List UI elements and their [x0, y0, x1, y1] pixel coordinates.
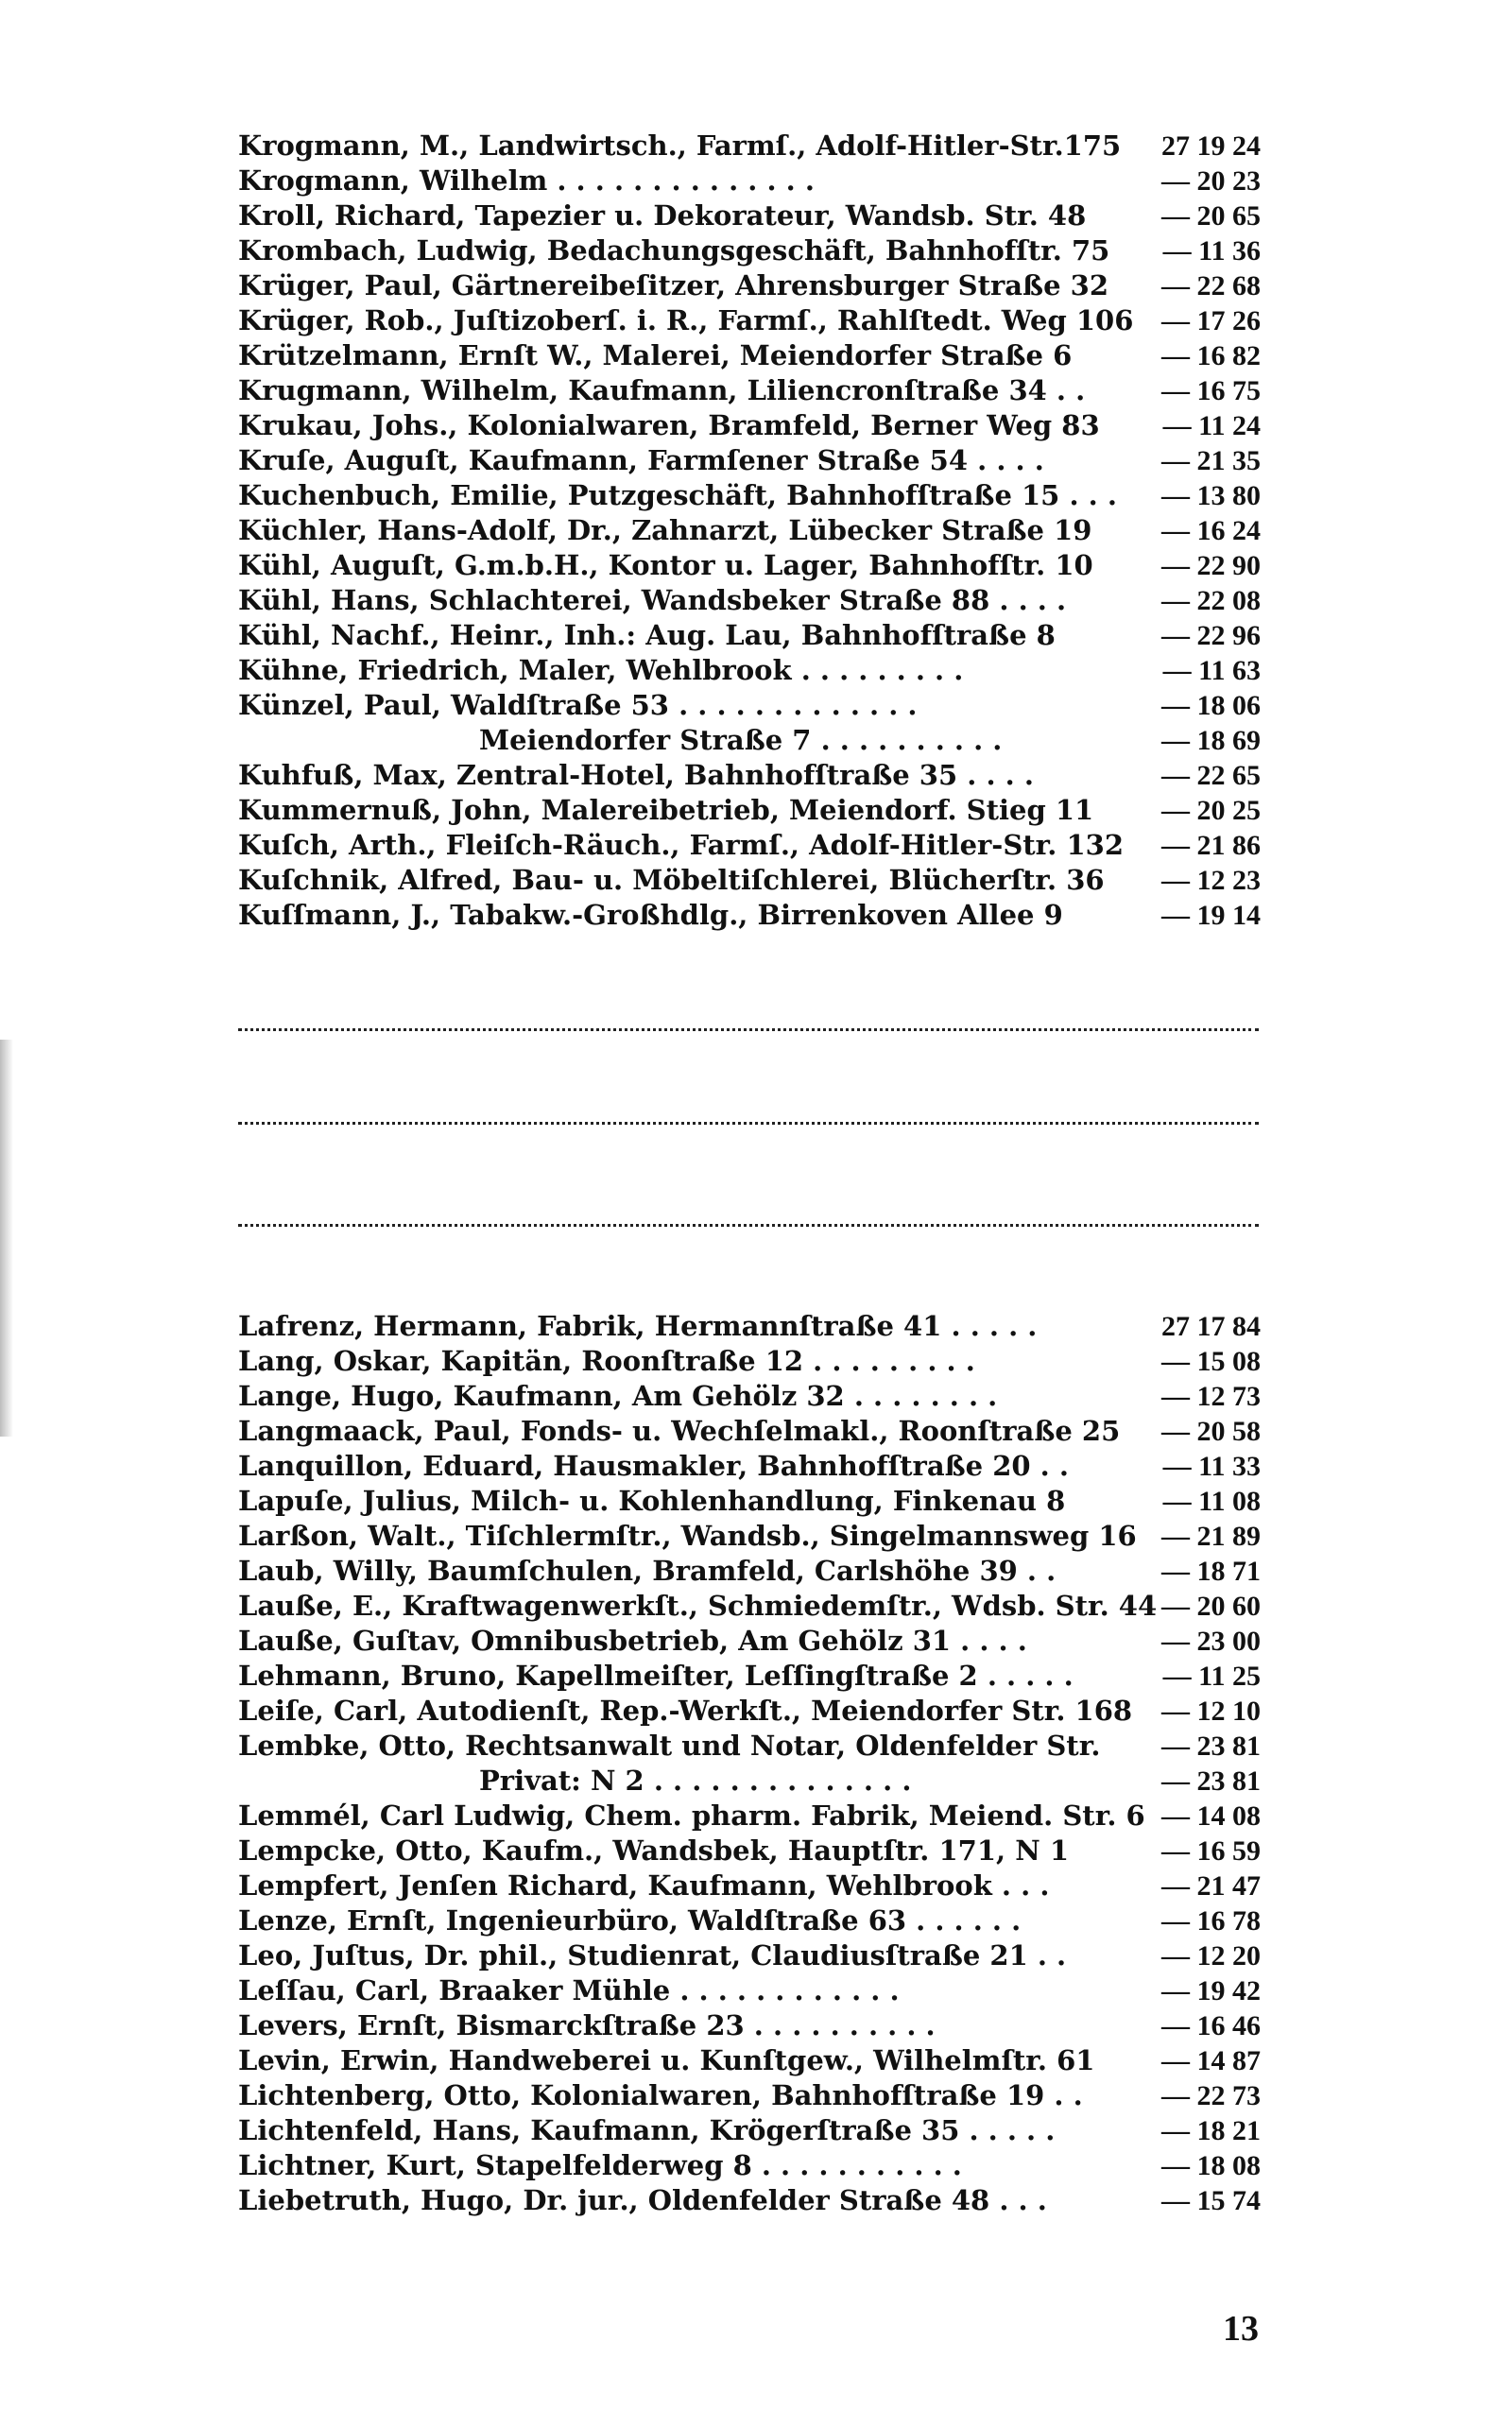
entry-text: Levin, Erwin, Handweberei u. Kunſtgew., Wilhelmſtr. 61 [238, 2044, 1095, 2076]
entry-phone-number: — 16 59 [1161, 1835, 1261, 1867]
dotted-separator-line [238, 1122, 1259, 1125]
directory-entry [238, 548, 1261, 583]
directory-entry [238, 1764, 1261, 1799]
entry-phone-number: — 11 36 [1162, 235, 1261, 267]
directory-entry [238, 198, 1261, 233]
entry-text: Lang, Oskar, Kapitän, Roonſtraße 12 . . . . . . . . . [238, 1345, 975, 1377]
entry-phone-number: — 20 23 [1161, 165, 1261, 197]
entry-text: Kuſch, Arth., Fleiſch-Räuch., Farmſ., Adolf-Hitler-Str. 132 [238, 829, 1125, 861]
directory-entry [238, 1799, 1261, 1834]
entry-phone-number: — 22 08 [1161, 585, 1261, 616]
directory-entry [238, 338, 1261, 373]
directory-block-l [238, 1309, 1261, 2218]
directory-entry [238, 1659, 1261, 1694]
entry-text: Kummernuß, John, Malereibetrieb, Meiendorf. Stieg 11 [238, 794, 1094, 826]
directory-entry [238, 618, 1261, 653]
entry-phone-number: — 21 86 [1161, 830, 1261, 861]
entry-text: Lapuſe, Julius, Milch- u. Kohlenhandlung, Finkenau 8 [238, 1485, 1066, 1517]
page-number: 13 [1223, 2309, 1259, 2349]
directory-entry [238, 688, 1261, 723]
directory-entry [238, 653, 1261, 688]
entry-phone-number: — 20 60 [1161, 1591, 1261, 1622]
entry-text: Levers, Ernſt, Bismarckſtraße 23 . . . . . . . . . . [238, 2009, 936, 2041]
entry-phone-number: — 16 46 [1161, 2010, 1261, 2041]
entry-text: Lanquillon, Eduard, Hausmakler, Bahnhofſtraße 20 . . [238, 1450, 1069, 1482]
entry-text: Lichtenberg, Otto, Kolonialwaren, Bahnhofſtraße 19 . . [238, 2079, 1083, 2111]
entry-phone-number: — 23 81 [1161, 1765, 1261, 1797]
entry-phone-number: — 22 68 [1161, 270, 1261, 301]
entry-phone-number: — 11 25 [1162, 1661, 1261, 1692]
directory-entry [238, 1694, 1261, 1729]
entry-text: Kühne, Friedrich, Maler, Wehlbrook . . . . . . . . . [238, 654, 964, 686]
entry-phone-number: — 14 08 [1161, 1800, 1261, 1832]
entry-phone-number: — 22 90 [1161, 550, 1261, 581]
directory-entry [238, 1729, 1261, 1764]
entry-text: Krüger, Rob., Juſtizoberſ. i. R., Farmſ., Rahlſtedt. Weg 106 [238, 304, 1134, 336]
directory-entry [238, 129, 1261, 164]
entry-text: Lembke, Otto, Rechtsanwalt und Notar, Oldenfelder Str. [238, 1730, 1101, 1762]
entry-phone-number: — 18 71 [1161, 1556, 1261, 1587]
entry-text: Leiſe, Carl, Autodienſt, Rep.-Werkſt., Meiendorfer Str. 168 [238, 1695, 1133, 1727]
directory-entry [238, 478, 1261, 513]
entry-text: Kühl, Nachf., Heinr., Inh.: Aug. Lau, Bahnhofſtraße 8 [238, 619, 1056, 651]
directory-entry [238, 1589, 1261, 1624]
entry-text: Krugmann, Wilhelm, Kaufmann, Liliencronſtraße 34 . . [238, 374, 1086, 406]
entry-phone-number: — 18 08 [1161, 2150, 1261, 2181]
entry-phone-number: — 16 82 [1161, 340, 1261, 371]
entry-phone-number: — 16 24 [1161, 515, 1261, 546]
entry-phone-number: — 19 14 [1161, 900, 1261, 931]
entry-phone-number: — 18 69 [1161, 725, 1261, 756]
directory-entry [238, 513, 1261, 548]
directory-entry [238, 373, 1261, 408]
dotted-separator-line [238, 1028, 1259, 1031]
entry-phone-number: — 12 73 [1161, 1381, 1261, 1412]
entry-text: Lemmél, Carl Ludwig, Chem. pharm. Fabrik, Meiend. Str. 6 [238, 1800, 1145, 1832]
entry-phone-number: 27 17 84 [1161, 1311, 1261, 1342]
entry-text: Privat: N 2 . . . . . . . . . . . . . . [479, 1765, 912, 1797]
directory-entry [238, 758, 1261, 793]
entry-phone-number: — 21 89 [1161, 1521, 1261, 1552]
entry-text: Leſſau, Carl, Braaker Mühle . . . . . . . . . . . . [238, 1974, 900, 2006]
directory-entry [238, 583, 1261, 618]
directory-entry [238, 1309, 1261, 1344]
entry-text: Kühl, Hans, Schlachterei, Wandsbeker Straße 88 . . . . [238, 584, 1067, 616]
directory-entry [238, 1938, 1261, 1973]
entry-text: Krogmann, Wilhelm . . . . . . . . . . . . . . [238, 164, 815, 197]
entry-text: Kroll, Richard, Tapezier u. Dekorateur, Wandsb. Str. 48 [238, 199, 1087, 232]
entry-text: Lauße, E., Kraftwagenwerkſt., Schmiedemſtr., Wdsb. Str. 44 [238, 1590, 1158, 1622]
directory-entry [238, 863, 1261, 898]
entry-phone-number: — 11 33 [1162, 1451, 1261, 1482]
entry-phone-number: — 15 74 [1161, 2185, 1261, 2216]
entry-text: Künzel, Paul, Waldſtraße 53 . . . . . . . . . . . . . [238, 689, 918, 721]
directory-entry [238, 2043, 1261, 2078]
directory-entry [238, 303, 1261, 338]
entry-phone-number: — 20 65 [1161, 200, 1261, 232]
entry-text: Lauße, Guſtav, Omnibusbetrieb, Am Gehölz 31 . . . . [238, 1625, 1027, 1657]
entry-text: Lempfert, Jenſen Richard, Kaufmann, Wehlbrook . . . [238, 1869, 1050, 1902]
entry-phone-number: — 13 80 [1161, 480, 1261, 511]
directory-entry [238, 2183, 1261, 2218]
entry-phone-number: — 16 75 [1161, 375, 1261, 406]
entry-phone-number: — 23 81 [1161, 1731, 1261, 1762]
entry-phone-number: — 12 10 [1161, 1696, 1261, 1727]
directory-entry [238, 268, 1261, 303]
directory-entry [238, 1519, 1261, 1554]
entry-text: Lichtner, Kurt, Stapelfelderweg 8 . . . . . . . . . . . [238, 2149, 962, 2181]
entry-phone-number: — 11 24 [1162, 410, 1261, 441]
directory-entry [238, 1414, 1261, 1449]
directory-entry [238, 1903, 1261, 1938]
directory-entry [238, 233, 1261, 268]
dotted-separator-line [238, 1224, 1259, 1227]
entry-text: Krützelmann, Ernſt W., Malerei, Meiendorfer Straße 6 [238, 339, 1073, 371]
directory-entry [238, 1379, 1261, 1414]
entry-phone-number: — 16 78 [1161, 1905, 1261, 1937]
entry-text: Krüger, Paul, Gärtnereibeſitzer, Ahrensburger Straße 32 [238, 269, 1108, 301]
entry-text: Kuſſmann, J., Tabakw.-Großhdlg., Birrenkoven Allee 9 [238, 899, 1063, 931]
entry-text: Laub, Willy, Baumſchulen, Bramfeld, Carlshöhe 39 . . [238, 1555, 1057, 1587]
directory-block-k [238, 129, 1261, 933]
directory-entry [238, 2078, 1261, 2113]
directory-entry [238, 1344, 1261, 1379]
page-edge-shadow [0, 1040, 13, 1437]
entry-text: Larßon, Walt., Tiſchlermſtr., Wandsb., Singelmannsweg 16 [238, 1520, 1137, 1552]
entry-phone-number: — 12 20 [1161, 1940, 1261, 1972]
entry-phone-number: — 20 25 [1161, 795, 1261, 826]
entry-phone-number: — 15 08 [1161, 1346, 1261, 1377]
directory-entry [238, 1484, 1261, 1519]
directory-entry [238, 1973, 1261, 2008]
entry-phone-number: — 18 21 [1161, 2115, 1261, 2146]
directory-entry [238, 1624, 1261, 1659]
entry-text: Krogmann, M., Landwirtsch., Farmſ., Adolf-Hitler-Str.175 [238, 129, 1122, 162]
entry-text: Küchler, Hans-Adolf, Dr., Zahnarzt, Lübecker Straße 19 [238, 514, 1092, 546]
directory-entry [238, 898, 1261, 933]
entry-text: Leo, Juſtus, Dr. phil., Studienrat, Claudiusſtraße 21 . . [238, 1939, 1067, 1972]
entry-text: Lempcke, Otto, Kaufm., Wandsbek, Hauptſtr. 171, N 1 [238, 1834, 1069, 1867]
entry-phone-number: — 18 06 [1161, 690, 1261, 721]
entry-phone-number: 27 19 24 [1161, 130, 1261, 162]
entry-phone-number: — 23 00 [1161, 1626, 1261, 1657]
directory-entry [238, 723, 1261, 758]
entry-phone-number: — 11 63 [1162, 655, 1261, 686]
entry-text: Liebetruth, Hugo, Dr. jur., Oldenfelder Straße 48 . . . [238, 2184, 1047, 2216]
directory-entry [238, 443, 1261, 478]
entry-phone-number: — 21 35 [1161, 445, 1261, 476]
entry-phone-number: — 21 47 [1161, 1870, 1261, 1902]
entry-phone-number: — 19 42 [1161, 1975, 1261, 2006]
directory-entry [238, 1869, 1261, 1903]
directory-entry [238, 2148, 1261, 2183]
entry-text: Lenze, Ernſt, Ingenieurbüro, Waldſtraße 63 . . . . . . [238, 1904, 1022, 1937]
entry-text: Kühl, Auguſt, G.m.b.H., Kontor u. Lager, Bahnhofſtr. 10 [238, 549, 1093, 581]
directory-entry [238, 793, 1261, 828]
entry-text: Krombach, Ludwig, Bedachungsgeschäft, Bahnhofſtr. 75 [238, 234, 1110, 267]
entry-text: Krukau, Johs., Kolonialwaren, Bramfeld, Berner Weg 83 [238, 409, 1100, 441]
entry-phone-number: — 22 96 [1161, 620, 1261, 651]
directory-entry [238, 1554, 1261, 1589]
entry-text: Kuſchnik, Alfred, Bau- u. Möbeltiſchlerei, Blücherſtr. 36 [238, 864, 1105, 896]
entry-phone-number: — 22 73 [1161, 2080, 1261, 2111]
entry-text: Kuchenbuch, Emilie, Putzgeschäft, Bahnhofſtraße 15 . . . [238, 479, 1117, 511]
entry-phone-number: — 20 58 [1161, 1416, 1261, 1447]
entry-text: Lichtenfeld, Hans, Kaufmann, Krögerſtraße 35 . . . . . [238, 2114, 1056, 2146]
entry-phone-number: — 22 65 [1161, 760, 1261, 791]
entry-phone-number: — 17 26 [1161, 305, 1261, 336]
entry-phone-number: — 12 23 [1161, 865, 1261, 896]
directory-entry [238, 2113, 1261, 2148]
directory-entry [238, 828, 1261, 863]
entry-text: Kruſe, Auguſt, Kaufmann, Farmſener Straße 54 . . . . [238, 444, 1044, 476]
entry-text: Lafrenz, Hermann, Fabrik, Hermannſtraße 41 . . . . . [238, 1310, 1038, 1342]
entry-text: Lehmann, Bruno, Kapellmeiſter, Leſſingſtraße 2 . . . . . [238, 1660, 1074, 1692]
entry-text: Langmaack, Paul, Fonds- u. Wechſelmakl., Roonſtraße 25 [238, 1415, 1121, 1447]
entry-phone-number: — 11 08 [1162, 1486, 1261, 1517]
entry-phone-number: — 14 87 [1161, 2045, 1261, 2076]
entry-text: Meiendorfer Straße 7 . . . . . . . . . . [479, 724, 1003, 756]
entry-text: Lange, Hugo, Kaufmann, Am Gehölz 32 . . . . . . . . [238, 1380, 998, 1412]
directory-entry [238, 408, 1261, 443]
entry-text: Kuhfuß, Max, Zentral-Hotel, Bahnhofſtraße 35 . . . . [238, 759, 1034, 791]
directory-entry [238, 164, 1261, 198]
directory-entry [238, 1834, 1261, 1869]
directory-entry [238, 1449, 1261, 1484]
directory-entry [238, 2008, 1261, 2043]
